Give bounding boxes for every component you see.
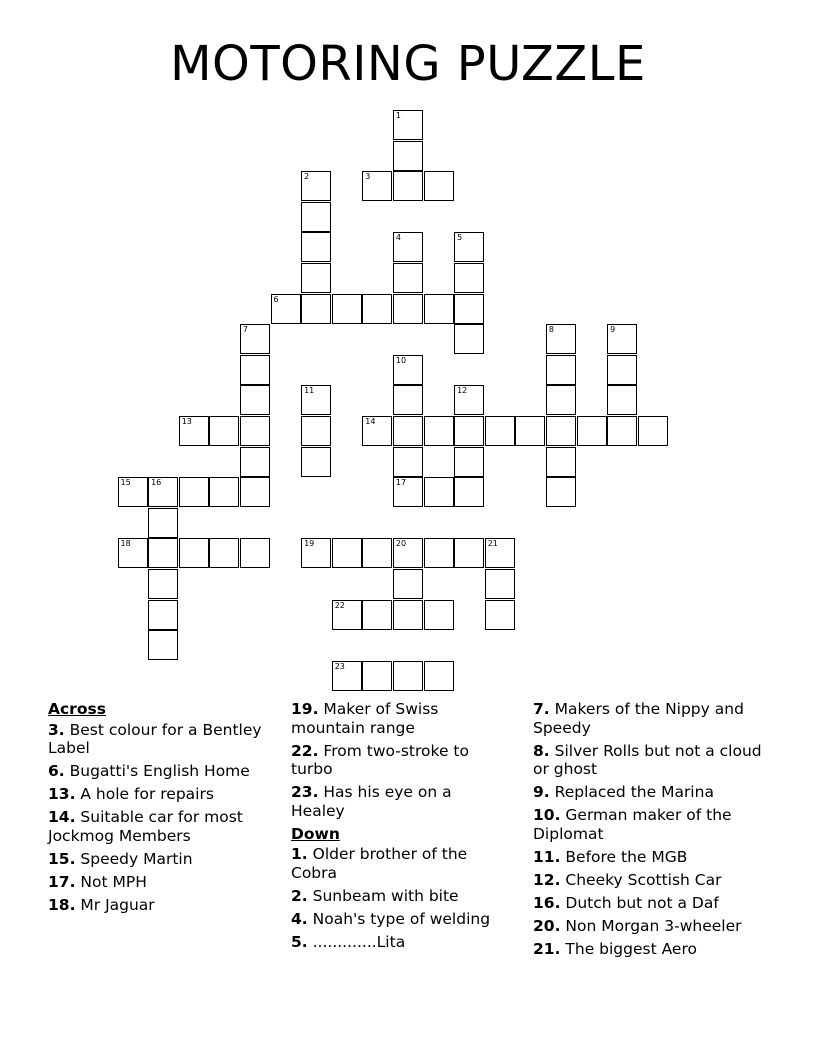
clue-item (291, 887, 506, 906)
clue-text: Dutch but not a Daf (565, 893, 719, 912)
clue-number: 7 (242, 325, 248, 335)
grid-cell[interactable] (546, 324, 576, 354)
clue-number: 3. (48, 720, 65, 739)
grid-cell[interactable] (607, 355, 637, 385)
grid-cell[interactable] (393, 141, 423, 171)
clue-number: 18 (120, 539, 131, 549)
clue-number: 13 (181, 417, 192, 426)
clue-item (291, 933, 506, 952)
clue-number: 1 (395, 111, 401, 120)
grid-cell[interactable] (485, 538, 515, 568)
clue-number: 6. (48, 762, 65, 780)
grid-cell[interactable] (179, 416, 209, 446)
clue-number: 7. (533, 700, 550, 718)
grid-cell[interactable] (301, 416, 331, 446)
grid-cell[interactable] (454, 294, 484, 324)
grid-cell[interactable] (454, 385, 484, 415)
grid-cell[interactable] (362, 661, 392, 691)
grid-cell[interactable] (209, 538, 239, 568)
grid-cell[interactable] (424, 294, 454, 324)
clue-item (48, 721, 273, 758)
clue-text: The biggest Aero (565, 939, 697, 958)
section-heading: Down (291, 824, 340, 843)
grid-cell[interactable] (454, 538, 484, 568)
grid-cell[interactable] (454, 324, 484, 354)
grid-cell[interactable] (393, 569, 423, 599)
grid-cell[interactable] (148, 508, 178, 538)
clue-number: 10. (533, 806, 561, 824)
grid-cell[interactable] (148, 569, 178, 599)
clue-number: 15 (120, 478, 131, 488)
clue-text: Cheeky Scottish Car (565, 870, 722, 889)
clue-item (533, 742, 768, 779)
grid-cell[interactable] (362, 600, 392, 630)
grid-cell[interactable] (301, 202, 331, 232)
clues-column-1 (48, 700, 273, 919)
clue-item (533, 848, 768, 867)
grid-cell[interactable] (362, 294, 392, 324)
grid-cell[interactable] (148, 538, 178, 568)
grid-cell[interactable] (424, 538, 454, 568)
grid-cell[interactable] (209, 416, 239, 446)
grid-cell[interactable] (393, 232, 423, 262)
grid-cell[interactable] (362, 538, 392, 568)
clue-text: Not MPH (80, 872, 147, 891)
clue-number: 22. (291, 741, 319, 760)
clue-number: 21. (533, 939, 561, 958)
clue-number: 19 (304, 539, 315, 549)
clue-item (533, 940, 768, 959)
grid-cell[interactable] (454, 477, 484, 507)
clue-number: 20 (395, 539, 407, 549)
clue-number: 19. (291, 700, 319, 718)
grid-cell[interactable] (301, 263, 331, 293)
clue-number: 17 (395, 478, 407, 488)
clue-text: Replaced the Marina (554, 783, 714, 801)
grid-cell[interactable] (424, 416, 454, 446)
clue-number: 5 (457, 233, 463, 243)
grid-cell[interactable] (546, 385, 576, 415)
grid-cell[interactable] (240, 477, 270, 507)
grid-cell[interactable] (393, 294, 423, 324)
clue-text: German maker of the Diplomat (533, 806, 732, 843)
clue-number: 23. (291, 783, 319, 801)
grid-cell[interactable] (393, 355, 423, 385)
grid-cell[interactable] (607, 385, 637, 415)
grid-cell[interactable] (577, 416, 607, 446)
clue-number: 9 (610, 325, 616, 335)
grid-cell[interactable] (546, 355, 576, 385)
clue-text: Silver Rolls but not a cloud or ghost (533, 741, 762, 778)
clue-number: 13. (48, 785, 76, 803)
clue-number: 22 (334, 600, 345, 610)
grid-cell[interactable] (301, 538, 331, 568)
grid-cell[interactable] (301, 385, 331, 415)
clue-item (291, 845, 506, 882)
grid-cell[interactable] (393, 661, 423, 691)
clue-item (533, 783, 768, 802)
clue-text: Noah's type of welding (312, 909, 491, 928)
clue-text: .............Lita (312, 932, 406, 951)
clue-item (48, 762, 273, 781)
grid-cell[interactable] (240, 385, 270, 415)
clue-text: Before the MGB (565, 847, 688, 866)
grid-cell[interactable] (362, 171, 392, 201)
clue-text: From two-stroke to turbo (291, 741, 469, 778)
grid-cell[interactable] (148, 477, 178, 507)
grid-cell[interactable] (393, 477, 423, 507)
grid-cell[interactable] (638, 416, 668, 446)
grid-cell[interactable] (332, 294, 362, 324)
clue-number: 23 (334, 661, 345, 671)
clue-number: 18. (48, 895, 76, 914)
clue-number: 2. (291, 886, 308, 905)
clue-text: Speedy Martin (80, 849, 193, 868)
clue-number: 16 (151, 478, 162, 488)
grid-cell[interactable] (179, 477, 209, 507)
clue-item (48, 896, 273, 915)
grid-cell[interactable] (607, 324, 637, 354)
grid-cell[interactable] (393, 447, 423, 477)
grid-cell[interactable] (485, 569, 515, 599)
clue-item (291, 700, 506, 737)
grid-cell[interactable] (332, 661, 362, 691)
clue-number: 3 (365, 172, 371, 182)
grid-cell[interactable] (454, 416, 484, 446)
grid-cell[interactable] (332, 538, 362, 568)
grid-cell[interactable] (485, 416, 515, 446)
clue-number: 6 (273, 294, 279, 304)
clue-item (48, 808, 273, 845)
clues-column-3 (533, 700, 768, 963)
grid-cell[interactable] (393, 416, 423, 446)
grid-cell[interactable] (393, 171, 423, 201)
clue-number: 21 (487, 539, 498, 549)
clue-text: Suitable car for most Jockmog Members (48, 808, 243, 845)
clue-text: Has his eye on a Healey (291, 783, 452, 820)
clue-number: 15. (48, 849, 76, 868)
clue-item (291, 783, 506, 820)
clue-text: Maker of Swiss mountain range (291, 700, 439, 737)
grid-cell[interactable] (393, 263, 423, 293)
clue-item (533, 700, 768, 737)
grid-cell[interactable] (240, 416, 270, 446)
grid-cell[interactable] (240, 324, 270, 354)
grid-cell[interactable] (393, 110, 423, 140)
grid-cell[interactable] (393, 538, 423, 568)
clue-item (533, 917, 768, 936)
clue-number: 17. (48, 872, 76, 891)
clue-number: 14. (48, 808, 76, 826)
grid-cell[interactable] (424, 171, 454, 201)
grid-cell[interactable] (179, 538, 209, 568)
clue-number: 4. (291, 909, 308, 928)
grid-cell[interactable] (118, 477, 148, 507)
grid-cell[interactable] (240, 538, 270, 568)
clue-item (48, 785, 273, 804)
grid-cell[interactable] (240, 355, 270, 385)
grid-cell[interactable] (454, 232, 484, 262)
clue-number: 11. (533, 847, 561, 866)
clue-item (533, 806, 768, 843)
clues-column-2 (291, 700, 506, 956)
clue-item (291, 910, 506, 929)
clue-item (48, 873, 273, 892)
clue-number: 11 (304, 386, 315, 396)
clue-item (291, 742, 506, 779)
clue-text: A hole for repairs (80, 785, 214, 803)
clue-item (48, 850, 273, 869)
grid-cell[interactable] (301, 447, 331, 477)
grid-cell[interactable] (118, 538, 148, 568)
grid-cell[interactable] (301, 232, 331, 262)
clue-number: 9. (533, 783, 550, 801)
clue-number: 1. (291, 845, 308, 863)
clue-number: 20. (533, 916, 561, 935)
grid-cell[interactable] (393, 385, 423, 415)
clue-number: 10 (395, 355, 407, 365)
clue-number: 12 (457, 386, 468, 396)
clue-item (533, 871, 768, 890)
grid-cell[interactable] (485, 600, 515, 630)
grid-cell[interactable] (424, 600, 454, 630)
grid-cell[interactable] (454, 447, 484, 477)
grid-cell[interactable] (424, 661, 454, 691)
clue-text: Bugatti's English Home (69, 762, 250, 780)
grid-cell[interactable] (607, 416, 637, 446)
clue-text: Non Morgan 3-wheeler (565, 916, 742, 935)
page-title: MOTORING PUZZLE (170, 36, 646, 92)
grid-cell[interactable] (546, 416, 576, 446)
clue-text: Sunbeam with bite (312, 886, 459, 905)
clue-number: 16. (533, 893, 561, 912)
grid-cell[interactable] (332, 600, 362, 630)
grid-cell[interactable] (148, 630, 178, 660)
clue-number: 12. (533, 870, 561, 889)
grid-cell[interactable] (148, 600, 178, 630)
grid-cell[interactable] (301, 294, 331, 324)
clue-item (533, 894, 768, 913)
clue-text: Makers of the Nippy and Speedy (533, 700, 744, 737)
grid-cell[interactable] (301, 171, 331, 201)
grid-cell[interactable] (546, 477, 576, 507)
clue-number: 5. (291, 932, 308, 951)
clue-number: 8 (548, 325, 554, 335)
clue-number: 14 (365, 417, 376, 426)
grid-cell[interactable] (209, 477, 239, 507)
grid-cell[interactable] (546, 447, 576, 477)
grid-cell[interactable] (454, 263, 484, 293)
clue-text: Mr Jaguar (80, 895, 155, 914)
clue-text: Best colour for a Bentley Label (48, 720, 262, 757)
clue-number: 8. (533, 741, 550, 760)
grid-cell[interactable] (515, 416, 545, 446)
grid-cell[interactable] (424, 477, 454, 507)
clue-text: Older brother of the Cobra (291, 845, 468, 882)
grid-cell[interactable] (362, 416, 392, 446)
clue-number: 4 (395, 233, 401, 243)
grid-cell[interactable] (240, 447, 270, 477)
section-heading: Across (48, 700, 106, 718)
grid-cell[interactable] (393, 600, 423, 630)
clue-number: 2 (304, 172, 310, 182)
grid-cell[interactable] (271, 294, 301, 324)
